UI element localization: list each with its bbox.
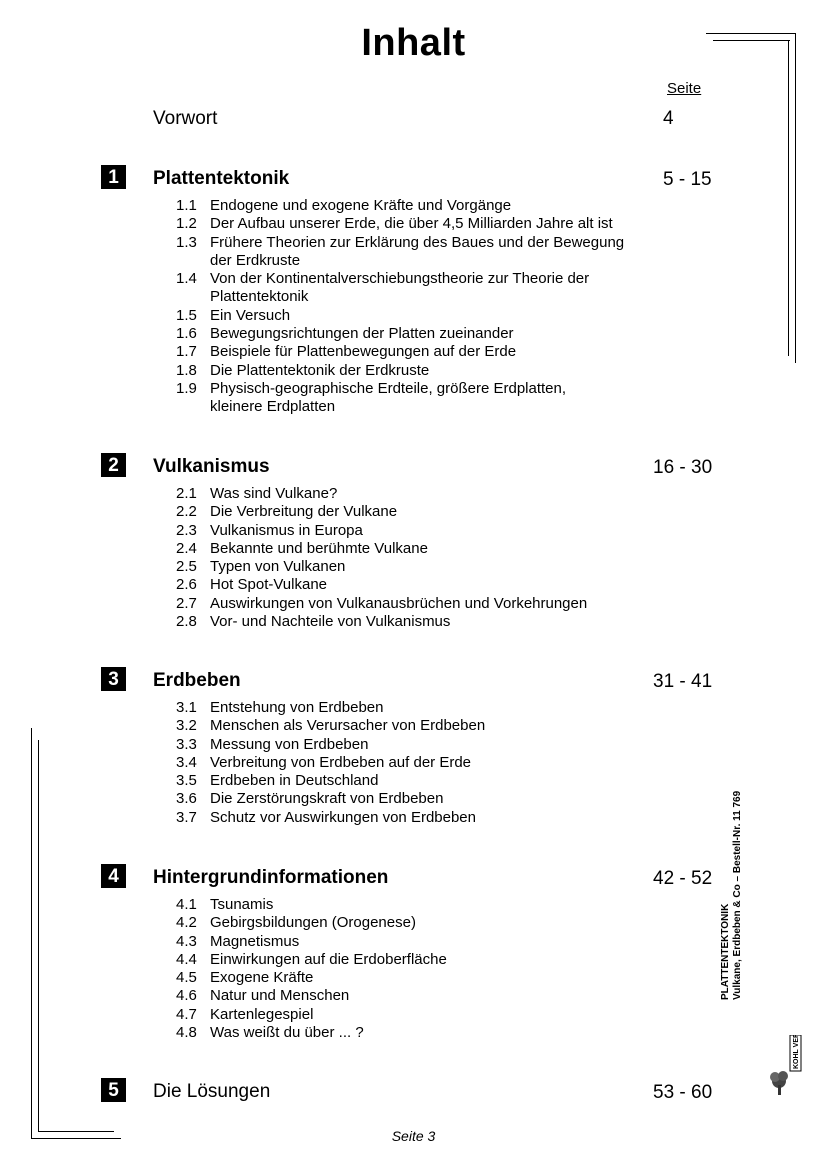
toc-entry xyxy=(176,558,646,576)
toc-entry xyxy=(176,790,646,808)
toc-entry-text: Hot Spot-Vulkane xyxy=(210,576,328,594)
toc-entry-number: 3.5 xyxy=(176,772,197,790)
toc-entry-number: 1.6 xyxy=(176,325,197,343)
toc-entry-number: 1.9 xyxy=(176,379,197,397)
toc-entry-number: 1.4 xyxy=(176,270,197,288)
toc-entry-text: Messung von Erdbeben xyxy=(210,735,369,753)
toc-entry-text: Die Verbreitung der Vulkane xyxy=(210,503,398,521)
tree-logo-icon xyxy=(768,1035,804,1097)
toc-entry-number: 4.6 xyxy=(176,987,197,1005)
toc-entry xyxy=(176,234,646,271)
toc-entry-number: 3.3 xyxy=(176,735,197,753)
publisher-logo xyxy=(768,1035,804,1097)
toc-entry-text: Tsunamis xyxy=(210,896,274,913)
toc-entry xyxy=(176,576,646,594)
toc-entry-number: 3.7 xyxy=(176,808,197,826)
frame-right-vertical-inner xyxy=(788,40,789,356)
toc-entry-text: Typen von Vulkanen xyxy=(210,558,346,576)
chapter-pages: 16 - 30 xyxy=(653,457,713,478)
toc-entry-text: Verbreitung von Erdbeben auf der Erde xyxy=(210,753,472,771)
frame-right-vertical xyxy=(795,33,796,363)
toc-entry-number: 3.4 xyxy=(176,753,197,771)
toc-entry-text: Erdbeben in Deutschland xyxy=(210,772,379,790)
toc-entry-number: 1.7 xyxy=(176,343,197,361)
toc-entry-number: 2.5 xyxy=(176,558,197,576)
toc-entry xyxy=(176,754,646,772)
chapter-title: Erdbeben xyxy=(153,670,241,691)
toc-entry-number: 4.7 xyxy=(176,1005,197,1023)
toc-entry-text: Die Plattentektonik der Erdkruste xyxy=(210,361,430,379)
chapter-subsections xyxy=(176,896,646,1042)
toc-entry-number: 3.2 xyxy=(176,717,197,735)
page-title: Inhalt xyxy=(361,22,466,64)
toc-entry-text: Gebirgsbildungen (Orogenese) xyxy=(210,914,416,932)
toc-entry-number: 1.3 xyxy=(176,233,197,251)
chapter-number-badge: 2 xyxy=(101,453,126,477)
toc-entry-text: Menschen als Verursacher von Erdbeben xyxy=(210,717,486,735)
chapter-subsections xyxy=(176,699,646,827)
toc-entry-text: Einwirkungen auf die Erdoberfläche xyxy=(210,950,447,968)
toc-entry-text: Kartenlegespiel xyxy=(210,1005,314,1023)
toc-entry-text: Magnetismus xyxy=(210,932,300,950)
toc-entry-text: Endogene und exogene Kräfte und Vorgänge xyxy=(210,197,512,214)
toc-entry-number: 1.1 xyxy=(176,197,197,214)
toc-entry xyxy=(176,809,646,827)
chapter-pages: 42 - 52 xyxy=(653,868,713,889)
toc-entry xyxy=(176,485,646,503)
toc-entry-text: Frühere Theorien zur Erklärung des Baues und der Bewegung der Erdkruste xyxy=(210,233,625,269)
toc-entry xyxy=(176,540,646,558)
toc-entry xyxy=(176,325,646,343)
chapter-title: Plattentektonik xyxy=(153,168,290,189)
chapter-subsections xyxy=(176,485,646,631)
chapter-number-badge: 5 xyxy=(101,1078,126,1102)
toc-entry-text: Exogene Kräfte xyxy=(210,969,314,987)
toc-entry xyxy=(176,270,646,307)
toc-entry xyxy=(176,343,646,361)
toc-entry-text: Vulkanismus in Europa xyxy=(210,521,363,539)
toc-entry-number: 3.6 xyxy=(176,790,197,808)
toc-entry-text: Bekannte und berühmte Vulkane xyxy=(210,539,428,557)
toc-entry xyxy=(176,699,646,717)
toc-entry-number: 1.2 xyxy=(176,215,197,233)
toc-entry xyxy=(176,307,646,325)
toc-entry-number: 2.7 xyxy=(176,594,197,612)
toc-entry xyxy=(176,1006,646,1024)
chapter-title: Die Lösungen xyxy=(153,1081,271,1102)
toc-entry-text: Was weißt du über ... ? xyxy=(210,1024,364,1042)
toc-entry xyxy=(176,380,646,417)
toc-entry-number: 2.1 xyxy=(176,485,197,502)
toc-entry xyxy=(176,896,646,914)
frame-left-vertical-inner xyxy=(38,740,39,1132)
toc-entry-number: 4.5 xyxy=(176,969,197,987)
toc-entry xyxy=(176,772,646,790)
toc-entry-number: 4.8 xyxy=(176,1024,197,1042)
chapter-subsections xyxy=(176,197,646,417)
toc-entry-number: 1.8 xyxy=(176,361,197,379)
toc-entry-number: 4.3 xyxy=(176,932,197,950)
toc-entry-text: Entstehung von Erdbeben xyxy=(210,699,384,716)
vorwort-title: Vorwort xyxy=(153,108,218,129)
toc-entry xyxy=(176,717,646,735)
toc-entry-number: 2.4 xyxy=(176,539,197,557)
frame-left-vertical xyxy=(31,728,32,1139)
chapter-number-badge: 3 xyxy=(101,667,126,691)
chapter-pages: 5 - 15 xyxy=(663,169,712,190)
chapter-number-badge: 4 xyxy=(101,864,126,888)
toc-entry-text: Was sind Vulkane? xyxy=(210,485,338,502)
side-book-order-info: Vulkane, Erdbeben & Co – Bestell-Nr. 11 769 xyxy=(732,790,743,1000)
toc-entry-text: Beispiele für Plattenbewegungen auf der Erde xyxy=(210,343,517,361)
chapter-title: Vulkanismus xyxy=(153,456,270,477)
toc-entry-text: Die Zerstörungskraft von Erdbeben xyxy=(210,790,444,808)
chapter-pages: 31 - 41 xyxy=(653,671,713,692)
toc-entry xyxy=(176,215,646,233)
toc-entry-number: 2.2 xyxy=(176,503,197,521)
toc-entry xyxy=(176,613,646,631)
toc-entry-text: Schutz vor Auswirkungen von Erdbeben xyxy=(210,808,476,826)
logo-text: KOHL VERLAG xyxy=(793,1035,800,1069)
toc-entry xyxy=(176,1024,646,1042)
vorwort-pages: 4 xyxy=(663,108,674,129)
toc-entry-number: 3.1 xyxy=(176,699,197,716)
chapter-title: Hintergrundinformationen xyxy=(153,867,389,888)
toc-entry-text: Von der Kontinentalverschiebungstheorie zur Theorie der Plattentektonik xyxy=(210,270,590,306)
toc-entry-number: 4.4 xyxy=(176,950,197,968)
toc-entry-number: 2.6 xyxy=(176,576,197,594)
toc-entry-number: 4.1 xyxy=(176,896,197,913)
toc-entry xyxy=(176,362,646,380)
toc-entry xyxy=(176,197,646,215)
chapter-pages: 53 - 60 xyxy=(653,1082,713,1103)
side-book-series: PLATTENTEKTONIK xyxy=(720,903,731,1000)
toc-entry xyxy=(176,595,646,613)
toc-entry-text: Bewegungsrichtungen der Platten zueinander xyxy=(210,325,514,343)
toc-entry xyxy=(176,987,646,1005)
page-footer: Seite 3 xyxy=(391,1128,436,1144)
toc-entry xyxy=(176,503,646,521)
toc-entry-text: Auswirkungen von Vulkanausbrüchen und Vorkehrungen xyxy=(210,594,588,612)
toc-entry-text: Ein Versuch xyxy=(210,306,291,324)
toc-entry xyxy=(176,914,646,932)
toc-entry xyxy=(176,969,646,987)
page-column-label: Seite xyxy=(667,80,702,97)
toc-entry-text: Vor- und Nachteile von Vulkanismus xyxy=(210,613,451,631)
toc-entry-text: Natur und Menschen xyxy=(210,987,350,1005)
toc-entry-number: 4.2 xyxy=(176,914,197,932)
toc-entry xyxy=(176,522,646,540)
chapter-number-badge: 1 xyxy=(101,165,126,189)
side-book-info xyxy=(720,780,744,1000)
toc-entry xyxy=(176,933,646,951)
toc-entry-text: Der Aufbau unserer Erde, die über 4,5 Milliarden Jahre alt ist xyxy=(210,215,613,233)
toc-entry-text: Physisch-geographische Erdteile, größere Erdplatten, kleinere Erdplatten xyxy=(210,379,567,416)
toc-entry-number: 1.5 xyxy=(176,306,197,324)
toc-entry xyxy=(176,951,646,969)
toc-entry xyxy=(176,736,646,754)
toc-entry-number: 2.3 xyxy=(176,521,197,539)
toc-entry-number: 2.8 xyxy=(176,613,197,631)
